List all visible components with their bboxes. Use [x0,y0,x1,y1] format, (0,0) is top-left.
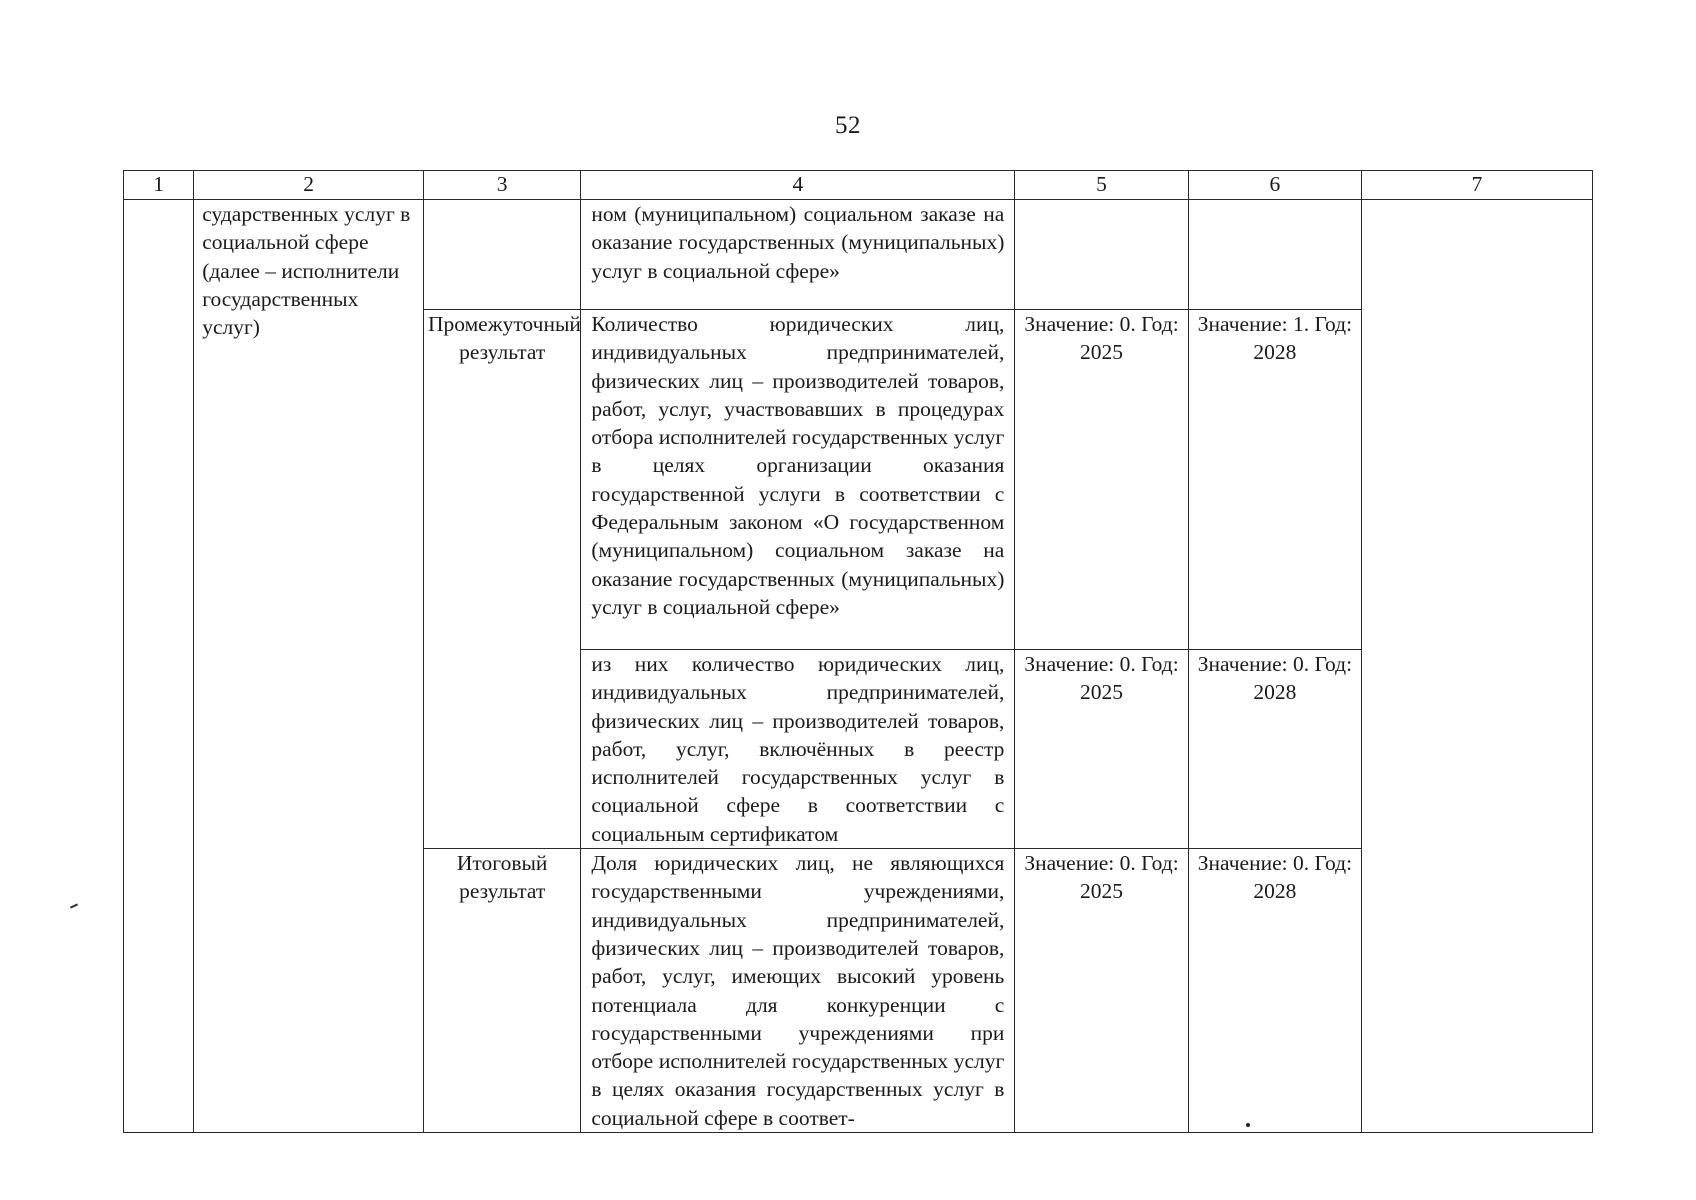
cell-col-5 [1015,200,1188,310]
results-table [123,170,1593,1133]
header-col-3: 3 [423,171,580,200]
scan-artifact-dot [1246,1123,1250,1127]
cell-col-5: Значение: 0. Год: 2025 [1015,650,1188,849]
cell-col-5: Значение: 0. Год: 2025 [1015,849,1188,1133]
cell-col-7 [1362,200,1593,1133]
cell-col-5: Значение: 0. Год: 2025 [1015,310,1188,650]
table-row [124,200,1593,310]
cell-col-3 [423,200,580,310]
header-col-7: 7 [1362,171,1593,200]
cell-col-2: сударственных услуг в социальной сфере (далее – исполнители государственных услуг) [194,200,424,1133]
header-col-5: 5 [1015,171,1188,200]
header-col-6: 6 [1188,171,1361,200]
header-col-4: 4 [581,171,1015,200]
cell-col-6: Значение: 0. Год: 2028 [1188,650,1361,849]
cell-col-6: Значение: 0. Год: 2028 [1188,849,1361,1133]
cell-col-4: ном (муниципальном) социальном заказе на оказание государственных (муниципальных) услуг в социальной сфере» [581,200,1015,310]
header-col-1: 1 [124,171,194,200]
scan-artifact [70,903,78,908]
cell-col-6 [1188,200,1361,310]
page-number: 52 [835,112,861,139]
cell-col-4: Количество юридических лиц, индивидуальных предпринимателей, физических лиц – производителей товаров, работ, услуг, участвовавших в процедурах отбора исполнителей государственных услуг в целях организации оказания государственной услуги в соответствии с Федеральным законом «О государственном (муниципальном) социальном заказе на оказание государственных (муниципальных) услуг в социальной сфере» [581,310,1015,650]
cell-col-1 [124,200,194,1133]
cell-col-4: из них количество юридических лиц, индивидуальных предпринимателей, физических лиц – производителей товаров, работ, услуг, включённых в реестр исполнителей государственных услуг в социальной сфере в соответствии с социальным сертификатом [581,650,1015,849]
cell-col-4: Доля юридических лиц, не являющихся государственными учреждениями, индивидуальных предпринимателей, физических лиц – производителей товаров, работ, услуг, имеющих высокий уровень потенциала для конкуренции с государственными учреждениями при отборе исполнителей государственных услуг в целях оказания государственных услуг в социальной сфере в соответ- [581,849,1015,1133]
header-col-2: 2 [194,171,424,200]
cell-col-3: Промежуточный результат [423,310,580,849]
cell-col-6: Значение: 1. Год: 2028 [1188,310,1361,650]
cell-col-3: Итоговый результат [423,849,580,1133]
header-row [124,171,1593,200]
